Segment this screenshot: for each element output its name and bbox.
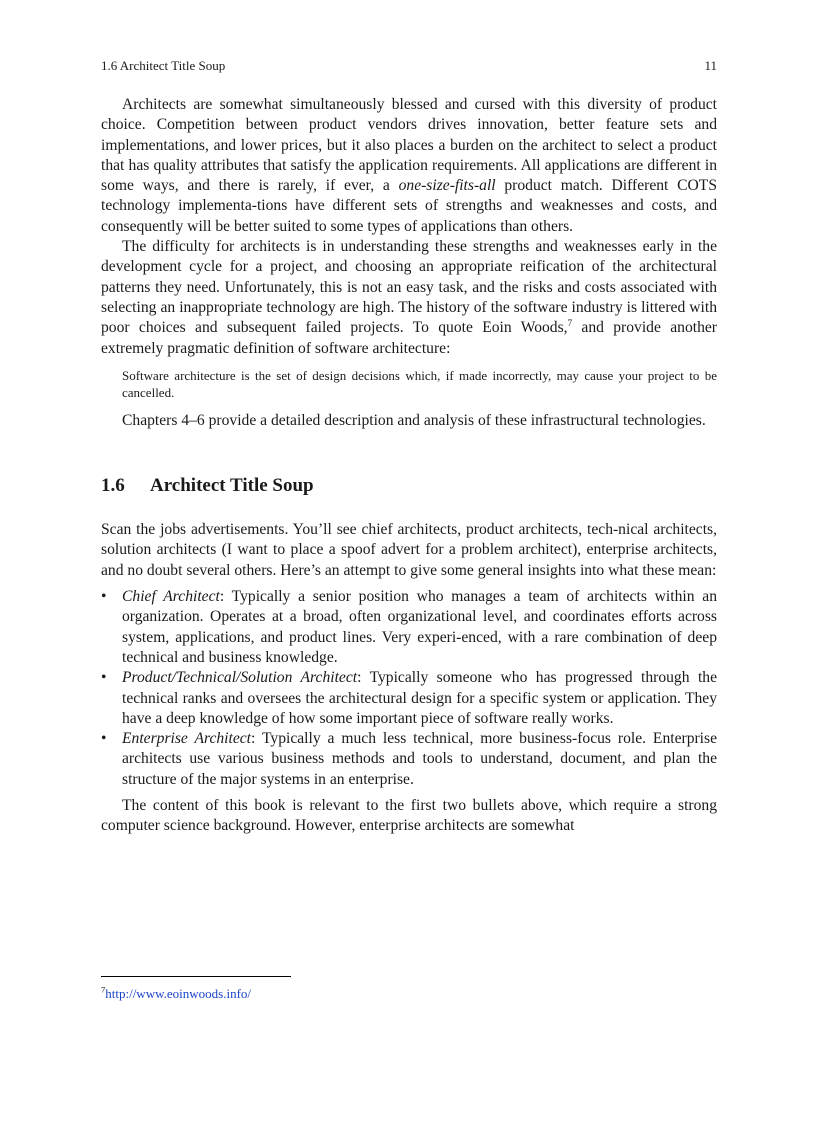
- list-item-text: : Typically a senior position who manages a team of architects within an organization. Operates at a broad, often organizational level, and coordinates efforts across system, applications, and product lines. Very experi-enced, with a rare combination of deep technical and business knowledge.: [122, 588, 717, 666]
- paragraph-intro: Scan the jobs advertisements. You’ll see chief architects, product architects, tech-nical architects, solution architects (I want to place a spoof advert for a problem architect), enterprise architects, and no doubt several others. Here’s an attempt to give some general insights into what these mean:: [101, 521, 717, 579]
- list-item-text: : Typically a much less technical, more business-focus role. Enterprise architects use various business methods and tools to understand, document, and plan the structure of the major systems in an enterprise.: [122, 730, 718, 788]
- role-list: [101, 587, 717, 790]
- footnote-link[interactable]: http://www.eoinwoods.info/: [105, 986, 252, 1001]
- section-title: Architect Title Soup: [150, 475, 314, 497]
- running-title: 1.6 Architect Title Soup: [101, 58, 226, 73]
- list-item-term: Chief Architect: [122, 588, 220, 606]
- footnote-reference[interactable]: 7: [567, 318, 573, 329]
- list-item: [101, 587, 717, 668]
- paragraph-architect-difficulty: The difficulty for architects is in understanding these strengths and weaknesses early in the development cycle for a project, and choosing an appropriate reification of the architectural patterns they need. Unfortunately, this is not an easy task, and the risks and costs associated with selecting an inappropriate technology are high. The history of the software industry is littered with poor choices and subsequent failed projects. To quote Eoin Woods,$^7$ and provide another extremely pragmatic definition of software architecture:: [101, 238, 717, 357]
- page-number: 11: [704, 58, 717, 73]
- paragraph-book-content: The content of this book is relevant to the first two bullets above, which require a strong computer science background. However, enterprise architects are somewhat: [101, 797, 717, 835]
- block-quote: Software architecture is the set of design decisions which, if made incorrectly, may cause your project to be cancelled.: [122, 367, 717, 400]
- footnote: [101, 985, 251, 1002]
- paragraph-chapters: Chapters 4–6 provide a detailed description and analysis of these infrastructural technologies.: [122, 411, 706, 429]
- list-item-term: Enterprise Architect: [122, 730, 252, 748]
- list-item-term: Product/Technical/Solution Architect: [122, 669, 358, 687]
- section-heading: [101, 474, 717, 498]
- bullet-symbol: •: [101, 588, 107, 606]
- section-number: 1.6: [101, 475, 125, 497]
- bullet-symbol: •: [101, 669, 107, 687]
- emphasis-one-size-fits-all: one-size-fits-all: [398, 177, 496, 195]
- body-text: [101, 95, 717, 837]
- bullet-symbol: •: [101, 730, 107, 748]
- list-item: [101, 729, 717, 790]
- list-item: [101, 668, 717, 729]
- list-item-text: : Typically someone who has progressed through the technical ranks and oversees the architectural design for a specific system or application. They have a deep knowledge of how some important piece of software really works.: [122, 669, 717, 727]
- footnote-divider: [101, 976, 291, 977]
- running-header: [101, 58, 717, 74]
- paragraph-product-choice: Architects are somewhat simultaneously blessed and cursed with this diversity of product choice. Competition between product vendors drives innovation, better feature sets and implementations, and lower prices, but it also places a burden on the architect to select a product that has quality attributes that satisfy the application requirements. All applications are different in some ways, and there is rarely, if ever, a one-size-fits-all product match. Different COTS technology implementa-tions have different sets of strengths and weaknesses and costs, and consequently will be better suited to some types of applications than others.: [101, 96, 718, 235]
- footnote-mark: 7: [101, 984, 106, 995]
